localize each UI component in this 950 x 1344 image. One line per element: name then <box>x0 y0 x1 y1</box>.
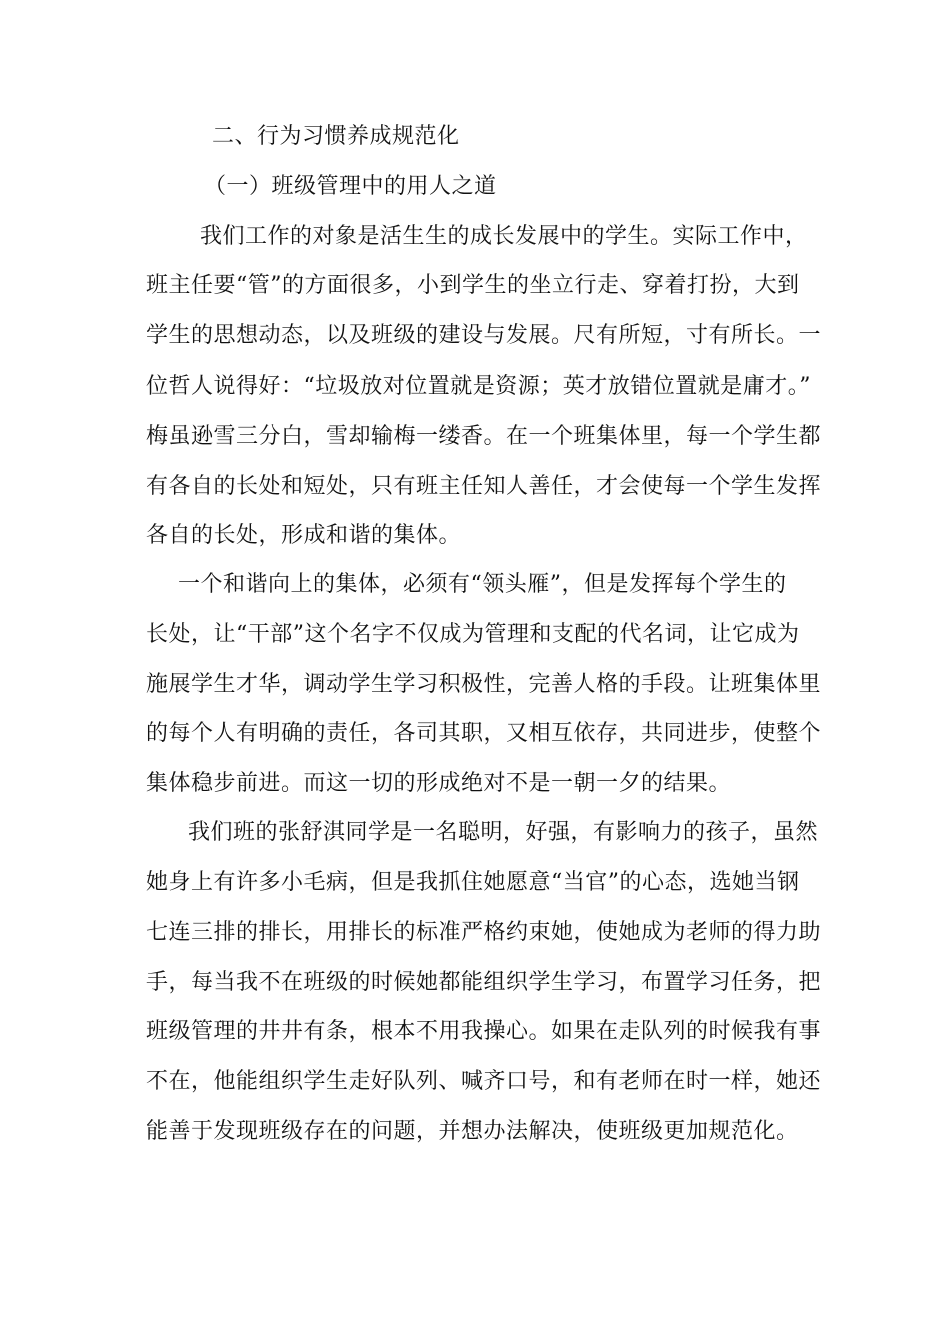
paragraph-line: 位哲人说得好：“垃圾放对位置就是资源；英才放错位置就是庸才。” <box>146 374 811 399</box>
paragraph-line: 她身上有许多小毛病，但是我抓住她愿意“当官”的心态，选她当钢 <box>146 870 800 895</box>
subsection-heading: （一）班级管理中的用人之道 <box>204 174 497 199</box>
paragraph-line: 梅虽逊雪三分白，雪却输梅一缕香。在一个班集体里，每一个学生都 <box>146 424 822 449</box>
paragraph-line: 班主任要“管”的方面很多，小到学生的坐立行走、穿着打扮，大到 <box>146 273 800 298</box>
paragraph-line: 长处，让“干部”这个名字不仅成为管理和支配的代名词，让它成为 <box>146 622 800 647</box>
paragraph-line: 集体稳步前进。而这一切的形成绝对不是一朝一夕的结果。 <box>146 771 732 796</box>
paragraph-line: 各自的长处，形成和谐的集体。 <box>146 523 462 548</box>
paragraph-line: 学生的思想动态，以及班级的建设与发展。尺有所短，寸有所长。一 <box>146 323 822 348</box>
paragraph-line: 有各自的长处和短处，只有班主任知人善任，才会使每一个学生发挥 <box>146 474 822 499</box>
paragraph-line: 施展学生才华，调动学生学习积极性，完善人格的手段。让班集体里 <box>146 672 822 697</box>
paragraph-line: 我们班的张舒淇同学是一名聪明，好强，有影响力的孩子，虽然 <box>188 820 819 845</box>
paragraph-line: 一个和谐向上的集体，必须有“领头雁”，但是发挥每个学生的 <box>178 572 787 597</box>
paragraph-line: 不在，他能组织学生走好队列、喊齐口号，和有老师在时一样，她还 <box>146 1069 822 1094</box>
section-heading: 二、行为习惯养成规范化 <box>212 124 460 149</box>
paragraph-line: 手，每当我不在班级的时候她都能组织学生学习，布置学习任务，把 <box>146 970 822 995</box>
paragraph-line: 能善于发现班级存在的问题，并想办法解决，使班级更加规范化。 <box>146 1119 799 1144</box>
paragraph-line: 七连三排的排长，用排长的标准严格约束她，使她成为老师的得力助 <box>146 920 822 945</box>
paragraph-line: 班级管理的井井有条，根本不用我操心。如果在走队列的时候我有事 <box>146 1019 822 1044</box>
paragraph-line: 我们工作的对象是活生生的成长发展中的学生。实际工作中， <box>200 224 808 249</box>
paragraph-line: 的每个人有明确的责任，各司其职，又相互依存，共同进步，使整个 <box>146 721 822 746</box>
